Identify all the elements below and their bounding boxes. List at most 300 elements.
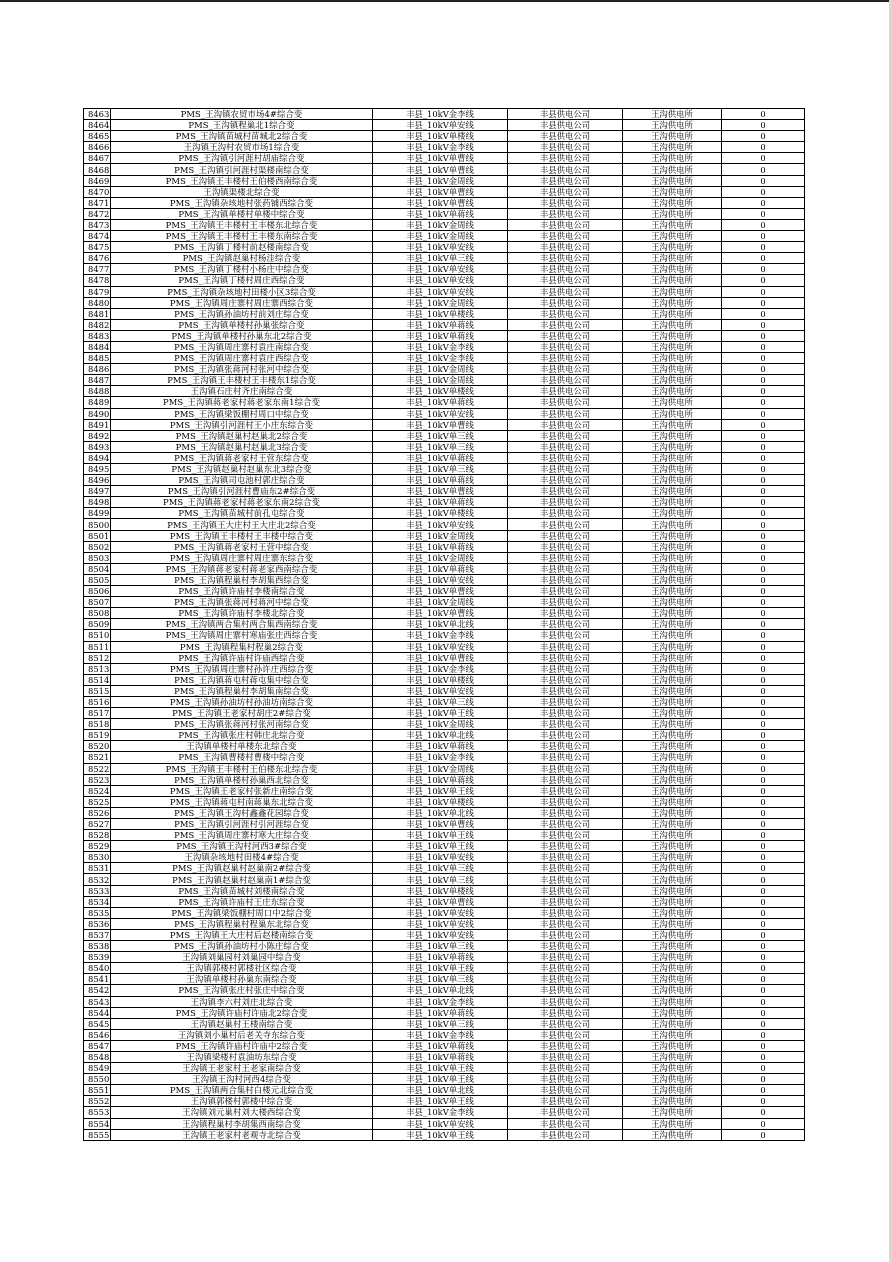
transformer-name-cell: PMS_王沟镇丁楼村前赵楼南综合变: [111, 242, 373, 253]
station-cell: 王沟供电所: [623, 1029, 722, 1040]
table-row: [84, 486, 805, 497]
value-cell: 0: [722, 486, 805, 497]
table-row: [84, 1018, 805, 1029]
feeder-line-cell: 丰县_10kV单曹线: [373, 652, 508, 663]
company-cell: 丰县供电公司: [508, 774, 623, 785]
station-cell: 王沟供电所: [623, 807, 722, 818]
value-cell: 0: [722, 308, 805, 319]
feeder-line-cell: 丰县_10kV单安线: [373, 120, 508, 131]
row-number-cell: 8524: [84, 785, 111, 796]
company-cell: 丰县供电公司: [508, 996, 623, 1007]
value-cell: 0: [722, 375, 805, 386]
company-cell: 丰县供电公司: [508, 464, 623, 475]
transformer-name-cell: PMS_王沟镇赵巢村赵巢北3综合变: [111, 441, 373, 452]
feeder-line-cell: 丰县_10kV单蒋线: [373, 1040, 508, 1051]
station-cell: 王沟供电所: [623, 1107, 722, 1118]
row-number-cell: 8501: [84, 530, 111, 541]
row-number-cell: 8522: [84, 763, 111, 774]
station-cell: 王沟供电所: [623, 197, 722, 208]
feeder-line-cell: 丰县_10kV单北线: [373, 1085, 508, 1096]
company-cell: 丰县供电公司: [508, 563, 623, 574]
row-number-cell: 8465: [84, 131, 111, 142]
table-row: [84, 730, 805, 741]
value-cell: 0: [722, 752, 805, 763]
company-cell: 丰县供电公司: [508, 142, 623, 153]
feeder-line-cell: 丰县_10kV单三线: [373, 430, 508, 441]
row-number-cell: 8499: [84, 508, 111, 519]
station-cell: 王沟供电所: [623, 452, 722, 463]
row-number-cell: 8542: [84, 985, 111, 996]
transformer-name-cell: PMS_王沟镇引河涯村曹庙东2#综合变: [111, 486, 373, 497]
company-cell: 丰县供电公司: [508, 219, 623, 230]
company-cell: 丰县供电公司: [508, 408, 623, 419]
feeder-line-cell: 丰县_10kV单三线: [373, 253, 508, 264]
row-number-cell: 8509: [84, 619, 111, 630]
value-cell: 0: [722, 785, 805, 796]
feeder-line-cell: 丰县_10kV单三线: [373, 863, 508, 874]
station-cell: 王沟供电所: [623, 874, 722, 885]
value-cell: 0: [722, 574, 805, 585]
station-cell: 王沟供电所: [623, 441, 722, 452]
feeder-line-cell: 丰县_10kV单曹线: [373, 197, 508, 208]
row-number-cell: 8521: [84, 752, 111, 763]
value-cell: 0: [722, 530, 805, 541]
company-cell: 丰县供电公司: [508, 852, 623, 863]
feeder-line-cell: 丰县_10kV金周线: [373, 597, 508, 608]
company-cell: 丰县供电公司: [508, 353, 623, 364]
transformer-name-cell: PMS_王沟镇蒋老家村蒋老家东南2综合变: [111, 497, 373, 508]
table-row: [84, 941, 805, 952]
table-row: [84, 741, 805, 752]
row-number-cell: 8544: [84, 1007, 111, 1018]
station-cell: 王沟供电所: [623, 1096, 722, 1107]
value-cell: 0: [722, 109, 805, 120]
station-cell: 王沟供电所: [623, 486, 722, 497]
table-row: [84, 752, 805, 763]
table-row: [84, 264, 805, 275]
station-cell: 王沟供电所: [623, 308, 722, 319]
value-cell: 0: [722, 297, 805, 308]
value-cell: 0: [722, 830, 805, 841]
transformer-name-cell: PMS_王沟镇孙油坊村孙油坊南综合变: [111, 696, 373, 707]
company-cell: 丰县供电公司: [508, 1085, 623, 1096]
table-row: [84, 552, 805, 563]
row-number-cell: 8494: [84, 452, 111, 463]
company-cell: 丰县供电公司: [508, 441, 623, 452]
station-cell: 王沟供电所: [623, 530, 722, 541]
transformer-table: [83, 108, 805, 1141]
table-row: [84, 563, 805, 574]
row-number-cell: 8503: [84, 552, 111, 563]
company-cell: 丰县供电公司: [508, 763, 623, 774]
feeder-line-cell: 丰县_10kV单楼线: [373, 796, 508, 807]
transformer-name-cell: PMS_王沟镇孙油坊村小陈庄综合变: [111, 941, 373, 952]
company-cell: 丰县供电公司: [508, 1029, 623, 1040]
table-row: [84, 441, 805, 452]
value-cell: 0: [722, 1096, 805, 1107]
row-number-cell: 8543: [84, 996, 111, 1007]
station-cell: 王沟供电所: [623, 408, 722, 419]
station-cell: 王沟供电所: [623, 597, 722, 608]
transformer-name-cell: PMS_王沟镇许庙村李楼南综合变: [111, 586, 373, 597]
row-number-cell: 8480: [84, 297, 111, 308]
table-row: [84, 796, 805, 807]
row-number-cell: 8482: [84, 319, 111, 330]
company-cell: 丰县供电公司: [508, 120, 623, 131]
feeder-line-cell: 丰县_10kV单蒋线: [373, 452, 508, 463]
transformer-name-cell: 王沟镇单楼村单楼东北综合变: [111, 741, 373, 752]
company-cell: 丰县供电公司: [508, 1096, 623, 1107]
station-cell: 王沟供电所: [623, 253, 722, 264]
row-number-cell: 8540: [84, 963, 111, 974]
value-cell: 0: [722, 630, 805, 641]
row-number-cell: 8506: [84, 586, 111, 597]
table-row: [84, 275, 805, 286]
table-row: [84, 419, 805, 430]
station-cell: 王沟供电所: [623, 774, 722, 785]
station-cell: 王沟供电所: [623, 319, 722, 330]
feeder-line-cell: 丰县_10kV单北线: [373, 985, 508, 996]
value-cell: 0: [722, 120, 805, 131]
value-cell: 0: [722, 1018, 805, 1029]
company-cell: 丰县供电公司: [508, 952, 623, 963]
table-row: [84, 619, 805, 630]
station-cell: 王沟供电所: [623, 674, 722, 685]
transformer-name-cell: PMS_王沟镇程巢村程巢东北综合变: [111, 918, 373, 929]
station-cell: 王沟供电所: [623, 730, 722, 741]
value-cell: 0: [722, 275, 805, 286]
feeder-line-cell: 丰县_10kV金李线: [373, 996, 508, 1007]
transformer-name-cell: 王沟镇王沟村河西4综合变: [111, 1074, 373, 1085]
company-cell: 丰县供电公司: [508, 197, 623, 208]
transformer-name-cell: PMS_王沟镇王丰楼村王丰楼东南综合变: [111, 231, 373, 242]
feeder-line-cell: 丰县_10kV金周线: [373, 763, 508, 774]
station-cell: 王沟供电所: [623, 663, 722, 674]
station-cell: 王沟供电所: [623, 519, 722, 530]
value-cell: 0: [722, 464, 805, 475]
company-cell: 丰县供电公司: [508, 519, 623, 530]
company-cell: 丰县供电公司: [508, 497, 623, 508]
table-row: [84, 508, 805, 519]
company-cell: 丰县供电公司: [508, 863, 623, 874]
transformer-name-cell: 王沟镇石庄村齐庄南综合变: [111, 386, 373, 397]
company-cell: 丰县供电公司: [508, 1007, 623, 1018]
station-cell: 王沟供电所: [623, 563, 722, 574]
row-number-cell: 8500: [84, 519, 111, 530]
table-row: [84, 652, 805, 663]
station-cell: 王沟供电所: [623, 386, 722, 397]
station-cell: 王沟供电所: [623, 497, 722, 508]
table-row: [84, 497, 805, 508]
feeder-line-cell: 丰县_10kV单安线: [373, 264, 508, 275]
row-number-cell: 8550: [84, 1074, 111, 1085]
feeder-line-cell: 丰县_10kV金李线: [373, 341, 508, 352]
transformer-name-cell: PMS_王沟镇王大庄村后赵楼南综合变: [111, 929, 373, 940]
company-cell: 丰县供电公司: [508, 552, 623, 563]
value-cell: 0: [722, 1085, 805, 1096]
value-cell: 0: [722, 952, 805, 963]
table-row: [84, 663, 805, 674]
table-row: [84, 874, 805, 885]
value-cell: 0: [722, 652, 805, 663]
feeder-line-cell: 丰县_10kV单蒋线: [373, 497, 508, 508]
row-number-cell: 8541: [84, 974, 111, 985]
station-cell: 王沟供电所: [623, 763, 722, 774]
table-row: [84, 153, 805, 164]
transformer-name-cell: PMS_王沟镇许庙村王庄东综合变: [111, 896, 373, 907]
transformer-name-cell: PMS_王沟镇蒋屯村南蒋巢东北综合变: [111, 796, 373, 807]
transformer-name-cell: PMS_王沟镇王沟村鑫鑫花园综合变: [111, 807, 373, 818]
table-row: [84, 974, 805, 985]
feeder-line-cell: 丰县_10kV单北线: [373, 730, 508, 741]
station-cell: 王沟供电所: [623, 120, 722, 131]
transformer-name-cell: PMS_王沟镇两合集村两合集西南综合变: [111, 619, 373, 630]
table-row: [84, 963, 805, 974]
value-cell: 0: [722, 974, 805, 985]
value-cell: 0: [722, 441, 805, 452]
transformer-name-cell: PMS_王沟镇蒋老家村王营东综合变: [111, 452, 373, 463]
value-cell: 0: [722, 242, 805, 253]
company-cell: 丰县供电公司: [508, 874, 623, 885]
company-cell: 丰县供电公司: [508, 641, 623, 652]
row-number-cell: 8481: [84, 308, 111, 319]
station-cell: 王沟供电所: [623, 896, 722, 907]
table-row: [84, 175, 805, 186]
row-number-cell: 8533: [84, 885, 111, 896]
table-row: [84, 841, 805, 852]
top-border-line: [0, 0, 892, 2]
company-cell: 丰县供电公司: [508, 630, 623, 641]
feeder-line-cell: 丰县_10kV单曹线: [373, 819, 508, 830]
row-number-cell: 8485: [84, 353, 111, 364]
feeder-line-cell: 丰县_10kV金李线: [373, 752, 508, 763]
feeder-line-cell: 丰县_10kV单王线: [373, 841, 508, 852]
company-cell: 丰县供电公司: [508, 685, 623, 696]
value-cell: 0: [722, 796, 805, 807]
transformer-name-cell: PMS_王沟镇引河涯村渠楼南综合变: [111, 164, 373, 175]
company-cell: 丰县供电公司: [508, 131, 623, 142]
row-number-cell: 8498: [84, 497, 111, 508]
company-cell: 丰县供电公司: [508, 752, 623, 763]
feeder-line-cell: 丰县_10kV单楼线: [373, 885, 508, 896]
row-number-cell: 8514: [84, 674, 111, 685]
transformer-name-cell: 王沟镇渠楼北综合变: [111, 186, 373, 197]
row-number-cell: 8518: [84, 719, 111, 730]
row-number-cell: 8497: [84, 486, 111, 497]
company-cell: 丰县供电公司: [508, 741, 623, 752]
row-number-cell: 8469: [84, 175, 111, 186]
table-row: [84, 1118, 805, 1129]
transformer-name-cell: PMS_王沟镇赵巢村杨洼综合变: [111, 253, 373, 264]
transformer-name-cell: PMS_王沟镇单楼村单楼中综合变: [111, 208, 373, 219]
transformer-name-cell: PMS_王沟镇孙油坊村前刘庄综合变: [111, 308, 373, 319]
transformer-name-cell: PMS_王沟镇张蒋河村张河中综合变: [111, 364, 373, 375]
transformer-name-cell: PMS_王沟镇张蒋河村蒋河中综合变: [111, 597, 373, 608]
transformer-table-container: [83, 108, 804, 1141]
feeder-line-cell: 丰县_10kV单王线: [373, 1074, 508, 1085]
company-cell: 丰县供电公司: [508, 319, 623, 330]
value-cell: 0: [722, 497, 805, 508]
row-number-cell: 8474: [84, 231, 111, 242]
value-cell: 0: [722, 364, 805, 375]
station-cell: 王沟供电所: [623, 574, 722, 585]
station-cell: 王沟供电所: [623, 785, 722, 796]
transformer-name-cell: PMS_王沟镇蒋老家村王营中综合变: [111, 541, 373, 552]
feeder-line-cell: 丰县_10kV金李线: [373, 1029, 508, 1040]
value-cell: 0: [722, 164, 805, 175]
row-number-cell: 8517: [84, 708, 111, 719]
transformer-name-cell: PMS_王沟镇引河涯村胡庙综合变: [111, 153, 373, 164]
station-cell: 王沟供电所: [623, 1007, 722, 1018]
value-cell: 0: [722, 1063, 805, 1074]
row-number-cell: 8526: [84, 807, 111, 818]
station-cell: 王沟供电所: [623, 652, 722, 663]
value-cell: 0: [722, 563, 805, 574]
value-cell: 0: [722, 663, 805, 674]
station-cell: 王沟供电所: [623, 708, 722, 719]
table-row: [84, 685, 805, 696]
value-cell: 0: [722, 685, 805, 696]
table-row: [84, 852, 805, 863]
company-cell: 丰县供电公司: [508, 308, 623, 319]
feeder-line-cell: 丰县_10kV单王线: [373, 963, 508, 974]
value-cell: 0: [722, 341, 805, 352]
table-row: [84, 819, 805, 830]
transformer-name-cell: PMS_王沟镇曹楼村曹楼中综合变: [111, 752, 373, 763]
station-cell: 王沟供电所: [623, 475, 722, 486]
row-number-cell: 8464: [84, 120, 111, 131]
table-row: [84, 197, 805, 208]
row-number-cell: 8538: [84, 941, 111, 952]
table-row: [84, 863, 805, 874]
transformer-name-cell: 王沟镇程巢村李胡集西南综合变: [111, 1118, 373, 1129]
row-number-cell: 8528: [84, 830, 111, 841]
company-cell: 丰县供电公司: [508, 807, 623, 818]
feeder-line-cell: 丰县_10kV金李线: [373, 630, 508, 641]
row-number-cell: 8519: [84, 730, 111, 741]
row-number-cell: 8468: [84, 164, 111, 175]
table-body: [84, 109, 805, 1141]
table-row: [84, 253, 805, 264]
value-cell: 0: [722, 1040, 805, 1051]
company-cell: 丰县供电公司: [508, 574, 623, 585]
row-number-cell: 8539: [84, 952, 111, 963]
value-cell: 0: [722, 131, 805, 142]
feeder-line-cell: 丰县_10kV单安线: [373, 574, 508, 585]
company-cell: 丰县供电公司: [508, 253, 623, 264]
feeder-line-cell: 丰县_10kV单北线: [373, 619, 508, 630]
feeder-line-cell: 丰县_10kV单王线: [373, 1063, 508, 1074]
feeder-line-cell: 丰县_10kV单三线: [373, 441, 508, 452]
company-cell: 丰县供电公司: [508, 286, 623, 297]
company-cell: 丰县供电公司: [508, 929, 623, 940]
table-row: [84, 464, 805, 475]
transformer-name-cell: PMS_王沟镇程巢村李胡集南综合变: [111, 685, 373, 696]
value-cell: 0: [722, 819, 805, 830]
value-cell: 0: [722, 996, 805, 1007]
feeder-line-cell: 丰县_10kV单蒋线: [373, 952, 508, 963]
company-cell: 丰县供电公司: [508, 530, 623, 541]
feeder-line-cell: 丰县_10kV金周线: [373, 530, 508, 541]
row-number-cell: 8515: [84, 685, 111, 696]
transformer-name-cell: PMS_王沟镇王丰楼村王丰楼东北综合变: [111, 219, 373, 230]
row-number-cell: 8489: [84, 397, 111, 408]
feeder-line-cell: 丰县_10kV单楼线: [373, 674, 508, 685]
station-cell: 王沟供电所: [623, 175, 722, 186]
feeder-line-cell: 丰县_10kV单王线: [373, 785, 508, 796]
feeder-line-cell: 丰县_10kV金周线: [373, 364, 508, 375]
transformer-name-cell: PMS_王沟镇司屯池村郭庄综合变: [111, 475, 373, 486]
row-number-cell: 8487: [84, 375, 111, 386]
company-cell: 丰县供电公司: [508, 341, 623, 352]
table-row: [84, 1096, 805, 1107]
company-cell: 丰县供电公司: [508, 186, 623, 197]
row-number-cell: 8547: [84, 1040, 111, 1051]
company-cell: 丰县供电公司: [508, 541, 623, 552]
company-cell: 丰县供电公司: [508, 364, 623, 375]
station-cell: 王沟供电所: [623, 264, 722, 275]
feeder-line-cell: 丰县_10kV单三线: [373, 1018, 508, 1029]
station-cell: 王沟供电所: [623, 1063, 722, 1074]
value-cell: 0: [722, 219, 805, 230]
feeder-line-cell: 丰县_10kV单楼线: [373, 131, 508, 142]
table-row: [84, 131, 805, 142]
company-cell: 丰县供电公司: [508, 1040, 623, 1051]
transformer-name-cell: 王沟镇刘元巢村刘大楼西综合变: [111, 1107, 373, 1118]
row-number-cell: 8483: [84, 330, 111, 341]
station-cell: 王沟供电所: [623, 275, 722, 286]
transformer-name-cell: PMS_王沟镇丁楼村周庄西综合变: [111, 275, 373, 286]
row-number-cell: 8471: [84, 197, 111, 208]
table-row: [84, 1051, 805, 1062]
company-cell: 丰县供电公司: [508, 486, 623, 497]
feeder-line-cell: 丰县_10kV单安线: [373, 929, 508, 940]
row-number-cell: 8534: [84, 896, 111, 907]
value-cell: 0: [722, 586, 805, 597]
feeder-line-cell: 丰县_10kV单蒋线: [373, 541, 508, 552]
value-cell: 0: [722, 763, 805, 774]
feeder-line-cell: 丰县_10kV单安线: [373, 641, 508, 652]
table-row: [84, 109, 805, 120]
value-cell: 0: [722, 641, 805, 652]
table-row: [84, 1040, 805, 1051]
station-cell: 王沟供电所: [623, 341, 722, 352]
row-number-cell: 8548: [84, 1051, 111, 1062]
feeder-line-cell: 丰县_10kV单蒋线: [373, 774, 508, 785]
row-number-cell: 8473: [84, 219, 111, 230]
transformer-name-cell: PMS_王沟镇蒋老家村蒋老家东南1综合变: [111, 397, 373, 408]
row-number-cell: 8536: [84, 918, 111, 929]
station-cell: 王沟供电所: [623, 719, 722, 730]
transformer-name-cell: PMS_王沟镇王丰楼村王伯楼东北综合变: [111, 763, 373, 774]
table-row: [84, 608, 805, 619]
feeder-line-cell: 丰县_10kV金周线: [373, 375, 508, 386]
station-cell: 王沟供电所: [623, 752, 722, 763]
table-row: [84, 297, 805, 308]
company-cell: 丰县供电公司: [508, 597, 623, 608]
station-cell: 王沟供电所: [623, 397, 722, 408]
transformer-name-cell: 王沟镇赵巢村王楼南综合变: [111, 1018, 373, 1029]
station-cell: 王沟供电所: [623, 375, 722, 386]
row-number-cell: 8552: [84, 1096, 111, 1107]
company-cell: 丰县供电公司: [508, 918, 623, 929]
company-cell: 丰县供电公司: [508, 1018, 623, 1029]
value-cell: 0: [722, 619, 805, 630]
feeder-line-cell: 丰县_10kV单曹线: [373, 419, 508, 430]
row-number-cell: 8492: [84, 430, 111, 441]
feeder-line-cell: 丰县_10kV金周线: [373, 552, 508, 563]
value-cell: 0: [722, 408, 805, 419]
